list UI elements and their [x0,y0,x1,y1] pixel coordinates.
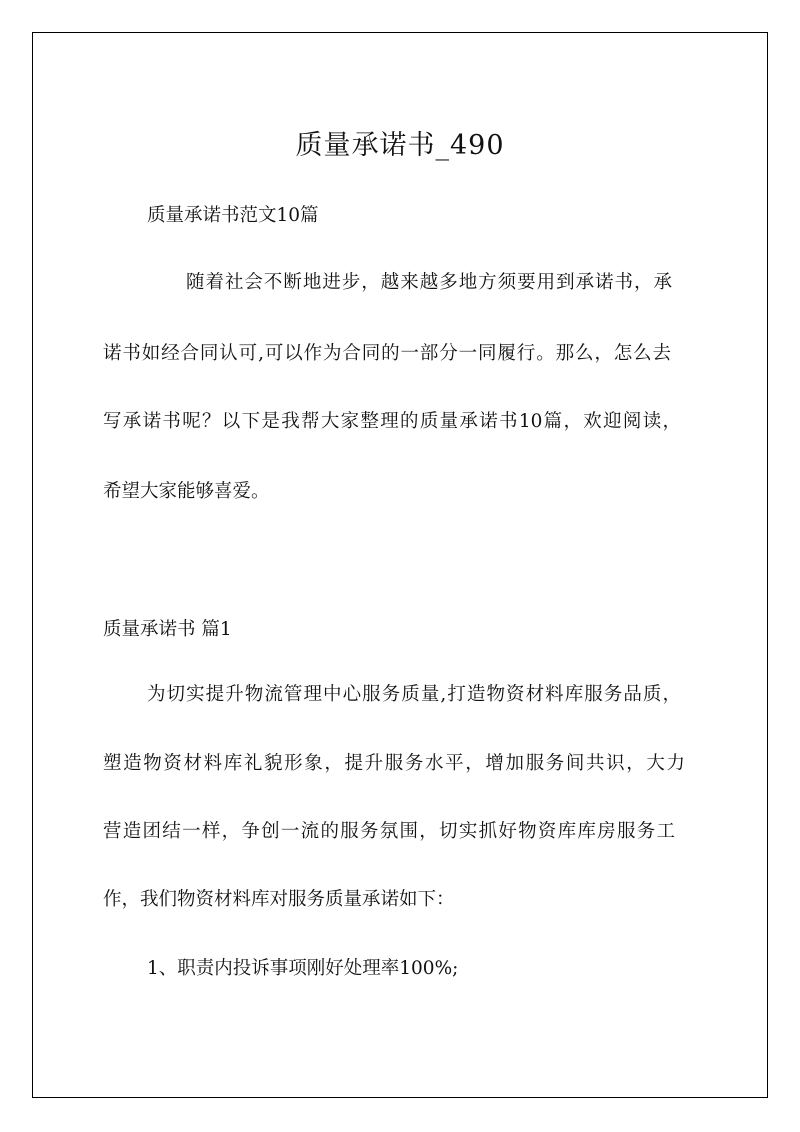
section-line-2: 塑造物资材料库礼貌形象，提升服务水平，增加服务间共识，大力 [103,753,685,774]
section-line-3: 营造团结一样，争创一流的服务氛围，切实抓好物资库库房服务工 [103,821,675,842]
intro-line-1: 随着社会不断地进步，越来越多地方须要用到承诺书，承 [186,272,672,293]
page-border [32,32,768,1098]
section-line-4: 作，我们物资材料库对服务质量承诺如下： [103,889,455,910]
document-title: 质量承诺书_490 [295,130,505,161]
section-heading: 质量承诺书 篇1 [103,619,232,640]
section-line-1: 为切实提升物流管理中心服务质量,打造物资材料库服务品质， [147,684,681,705]
intro-line-2: 诺书如经合同认可,可以作为合同的一部分一同履行。那么，怎么去 [103,343,671,364]
intro-line-4: 希望大家能够喜爱。 [103,481,270,502]
list-item: 1、职责内投诉事项刚好处理率100%; [147,958,459,979]
document-subtitle: 质量承诺书范文10篇 [147,205,319,226]
intro-line-3: 写承诺书呢？以下是我帮大家整理的质量承诺书10篇，欢迎阅读， [103,411,681,432]
